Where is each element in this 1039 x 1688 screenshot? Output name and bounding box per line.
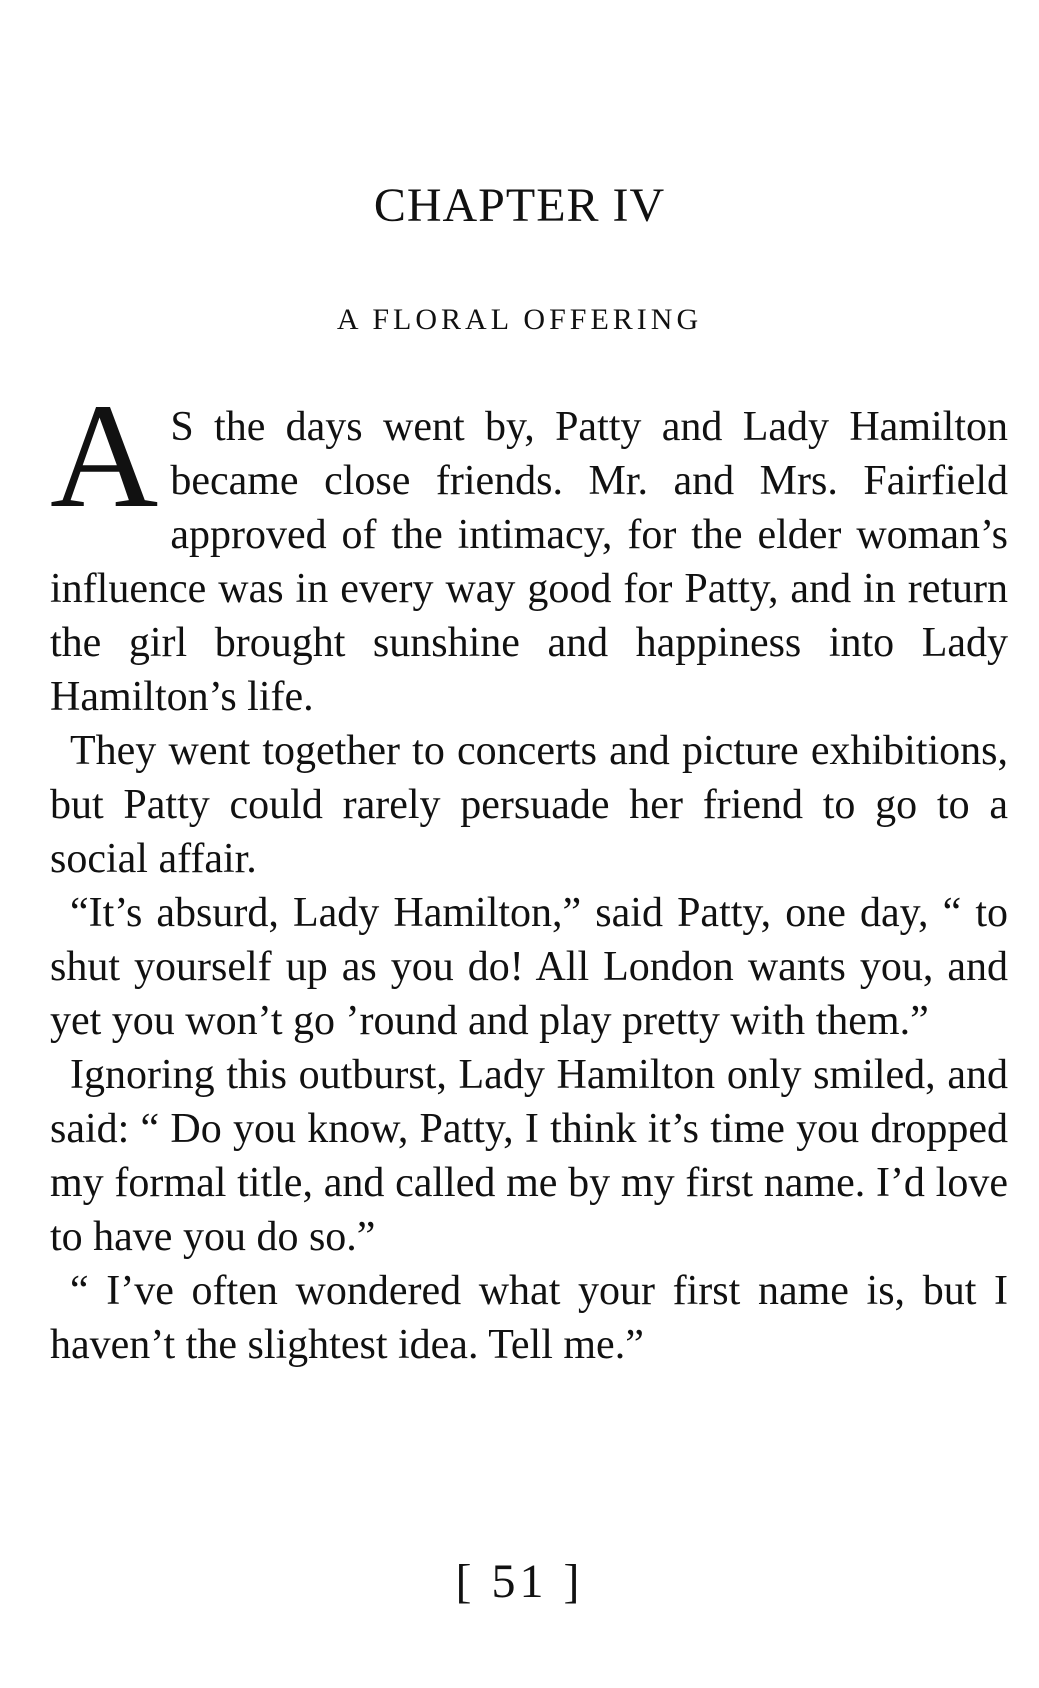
- paragraph-text: S the days went by, Patty and Lady Hamilton became close friends. Mr. and Mrs. Fairfield approved of the intimacy, for the elder woman’s influence was in every way good for Patty, and in return the girl brought sunshine and happiness into Lady Hamilton’s life.: [50, 404, 1008, 720]
- paragraph: [50, 373, 1008, 724]
- drop-cap: A: [50, 373, 159, 539]
- chapter-title: CHAPTER IV: [373, 179, 666, 232]
- paragraph: “ I’ve often wondered what your first name is, but I haven’t the slightest idea. Tell me.”: [50, 1268, 1008, 1368]
- chapter-subtitle: A FLORAL OFFERING: [336, 303, 703, 336]
- paragraph: They went together to concerts and picture exhibitions, but Patty could rarely persuade her friend to go to a social affair.: [50, 728, 1008, 882]
- paragraph: Ignoring this outburst, Lady Hamilton only smiled, and said: “ Do you know, Patty, I think it’s time you dropped my formal title, and called me by my first name. I’d love to have you do so.”: [50, 1052, 1008, 1260]
- page-number: [ 51 ]: [455, 1555, 584, 1608]
- paragraph: “It’s absurd, Lady Hamilton,” said Patty, one day, “ to shut yourself up as you do! All London wants you, and yet you won’t go ’round and play pretty with them.”: [50, 890, 1008, 1044]
- chapter-body: [50, 373, 1008, 1372]
